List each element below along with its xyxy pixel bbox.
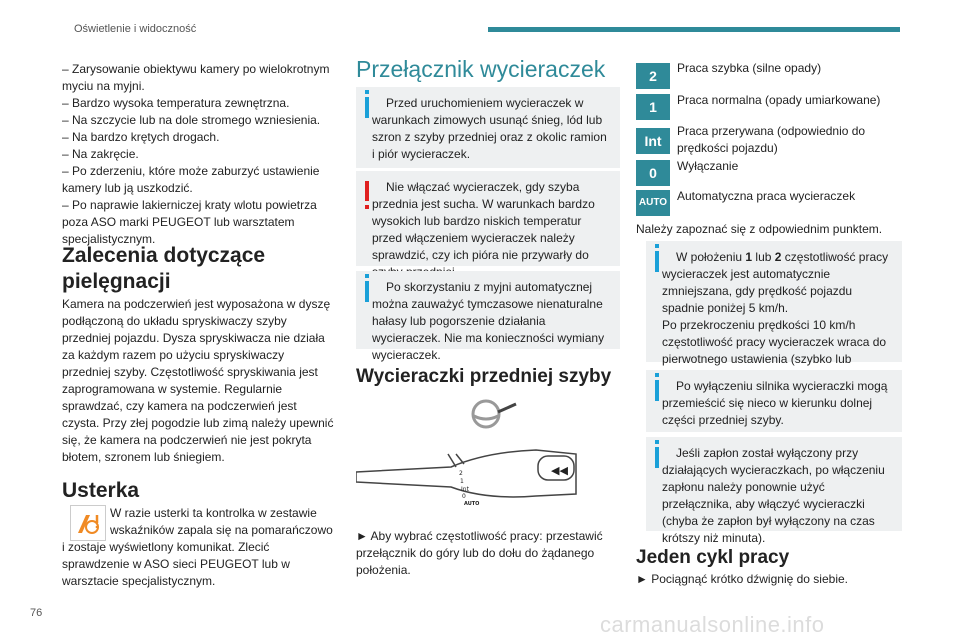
care-text: Kamera na podczerwień jest wyposażona w dyszę podłączoną do układu spryskiwaczy szyby przedniej pojazdu. Dysza spryskiwacza nie działa za każdym razem po użyciu spryskiwaczy przedniej szyby. Częstotliwość spryskiwania jest zaprogramowana w systemie. Regularnie sprawdzać, czy kamera na podczerwień jest czysta. Przy złej pogodzie lub zimą należy upewnić się, że kamera na podczerwień nie jest pokryta błotem, szronem lub śniegiem. xyxy=(62,297,334,464)
info-text: Jeśli zapłon został wyłączony przy działających wycieraczkach, po włączeniu zapłonu należy ponownie użyć przełącznika, aby włączyć wycieraczki (chyba że zapłon był wyłączony na czas krótszy niż minuta). xyxy=(662,446,885,545)
mode-text: Wyłączanie xyxy=(677,159,739,173)
fault-heading: Usterka xyxy=(62,479,140,502)
mode-text: Praca szybka (silne opady) xyxy=(677,61,822,75)
mode-key-2: 2 xyxy=(636,63,670,89)
frequency-instruction: ► Aby wybrać częstotliwość pracy: przestawić przełącznik do góry lub do dołu do żądanego położenia. xyxy=(356,529,603,577)
stalk-label: 1 xyxy=(460,478,464,485)
info-icon xyxy=(655,447,659,468)
care-heading: Zalecenia dotyczące pielęgnacji xyxy=(62,244,266,293)
refer-text: Należy zapoznać się z odpowiednim punktem. xyxy=(636,222,883,236)
stalk-label: AUTO xyxy=(464,501,480,507)
list-item: – Na zakręcie. xyxy=(62,147,139,161)
list-item: – Po zderzeniu, które może zaburzyć ustawienie kamery lub ją uszkodzić. xyxy=(62,164,320,195)
info-text: Po wyłączeniu silnika wycieraczki mogą przemieścić się nieco w kierunku dolnej części przedniej szyby. xyxy=(662,379,888,427)
mode-text: Praca przerywana (odpowiednio do prędkości pojazdu) xyxy=(677,124,866,155)
mode-key-1: 1 xyxy=(636,94,670,120)
stalk-icon xyxy=(356,450,576,507)
stalk-label: 2 xyxy=(459,470,463,477)
info-box-text xyxy=(372,279,610,364)
header-accent-bar xyxy=(488,27,900,32)
mode-text: Automatyczna praca wycieraczek xyxy=(677,189,856,203)
fault-conditions-list xyxy=(62,61,334,248)
stalk-label: Int xyxy=(461,486,469,493)
list-item: – Po naprawie lakierniczej kraty wlotu powietrza poza ASO marki PEUGEOT lub warsztatem specjalistycznym. xyxy=(62,198,317,246)
fault-text xyxy=(62,505,334,590)
mode-key-auto: AUTO xyxy=(636,190,670,216)
icon-spacer xyxy=(62,505,110,539)
info-text: Po skorzystaniu z myjni automatycznej można zauważyć tymczasowe nienaturalne hałasy lub pogorszenie działania wycieraczek. Nie ma konieczności wymiany wycieraczek. xyxy=(372,280,605,362)
info-box-text xyxy=(662,249,892,385)
front-wipers-heading: Wycieraczki przedniej szyby xyxy=(356,366,612,387)
list-item: – Na bardzo krętych drogach. xyxy=(62,130,220,144)
wiper-switch-title: Przełącznik wycieraczek xyxy=(356,56,606,82)
info-box-text xyxy=(662,445,892,547)
mode-text: Praca normalna (opady umiarkowane) xyxy=(677,93,881,107)
wiper-stalk-illustration xyxy=(356,392,620,512)
info-box-carwash xyxy=(356,271,620,362)
info-box-text xyxy=(372,95,610,163)
section-title: Oświetlenie i widoczność xyxy=(74,23,197,35)
info-box-engine-off xyxy=(646,370,902,432)
info-icon xyxy=(655,380,659,401)
info-text: Po przekroczeniu prędkości 10 km/h częstotliwość pracy wycieraczek wraca do pierwotnego ustawienia (szybko lub xyxy=(662,318,887,366)
info-text xyxy=(662,250,888,315)
text-run: lub xyxy=(752,250,775,264)
single-cycle-text: ► Pociągnąć krótko dźwignię do siebie. xyxy=(636,572,848,586)
mode-key-0: 0 xyxy=(636,160,670,186)
text-run: 2 xyxy=(774,250,782,264)
list-item: – Bardzo wysoka temperatura zewnętrzna. xyxy=(62,96,290,110)
info-text: Przed uruchomieniem wycieraczek w warunkach zimowych usunąć śnieg, lód lub szron z szyby przedniej oraz z okolic ramion i piór wycieraczek. xyxy=(372,96,607,161)
info-icon xyxy=(365,97,369,118)
steering-wheel-icon xyxy=(473,401,516,427)
stalk-label: 0 xyxy=(462,493,466,500)
fault-text-content: W razie usterki ta kontrolka w zestawie wskaźników zapala się na pomarańczowo i zostaje wyświetlony komunikat. Zlecić sprawdzenie w ASO sieci PEUGEOT lub w warsztacie specjalistycznym. xyxy=(62,506,333,588)
warning-box-text xyxy=(372,179,610,281)
info-icon xyxy=(655,251,659,272)
info-box-winter xyxy=(356,87,620,168)
info-box-text xyxy=(662,378,892,429)
mode-key-int: Int xyxy=(636,128,670,154)
svg-text:◀◀: ◀◀ xyxy=(551,464,568,477)
page-number: 76 xyxy=(30,607,43,619)
warning-box-dry xyxy=(356,171,620,266)
list-item: – Zarysowanie obiektywu kamery po wielokrotnym myciu na myjni. xyxy=(62,62,330,93)
text-run: częstotliwość pracy wycieraczek jest automatycznie zmniejszana, gdy prędkość pojazdu spadnie poniżej 5 km/h. xyxy=(662,250,889,315)
text-run: W położeniu xyxy=(676,250,746,264)
text-run: 1 xyxy=(745,250,753,264)
info-box-speed xyxy=(646,241,902,366)
watermark: carmanualsonline.info xyxy=(600,612,825,637)
warning-text: Nie włączać wycieraczek, gdy szyba przednia jest sucha. W warunkach bardzo wysokich lub bardzo niskich temperatur przed włączeniem wycieraczek należy sprawdzić, czy ich pióra nie przywarły do xyxy=(372,180,595,262)
info-box-ignition xyxy=(646,437,902,545)
info-icon xyxy=(365,281,369,302)
warning-icon xyxy=(365,181,369,201)
single-cycle-heading: Jeden cykl pracy xyxy=(636,547,790,568)
list-item: – Na szczycie lub na dole stromego wzniesienia. xyxy=(62,113,321,127)
